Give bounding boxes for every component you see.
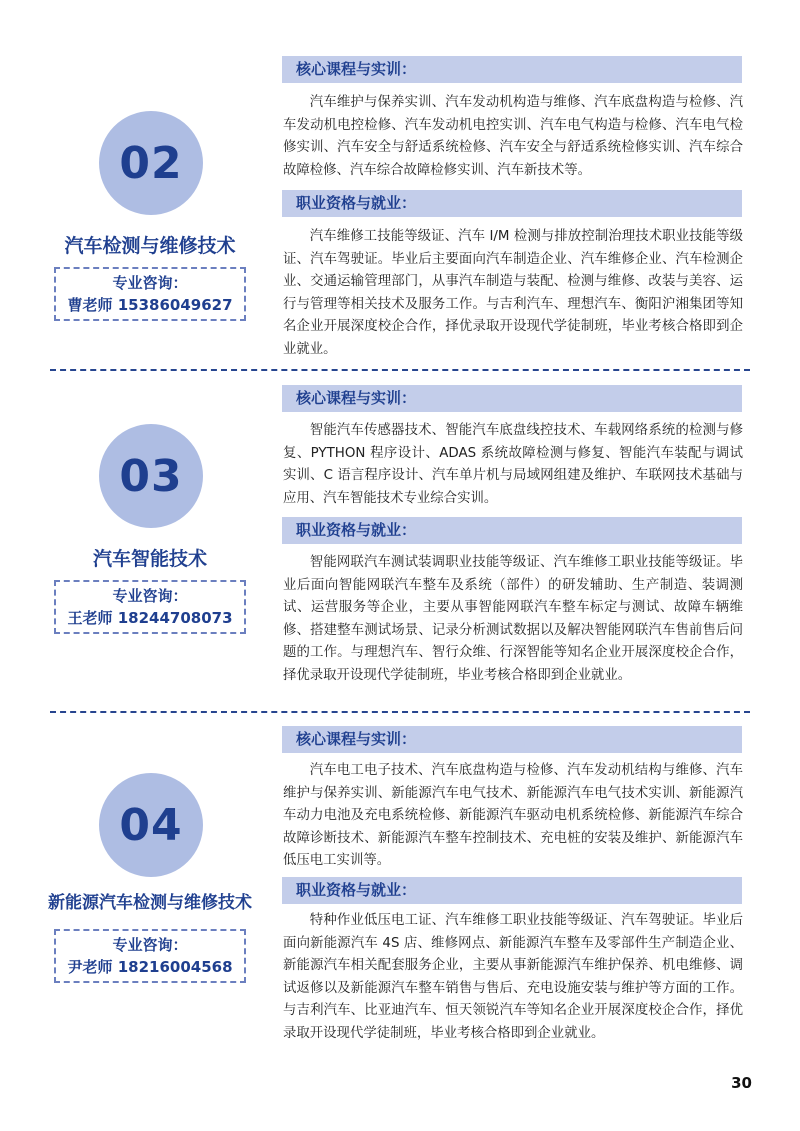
- core-courses-heading: 核心课程与实训：: [282, 726, 742, 753]
- career-heading: 职业资格与就业：: [282, 877, 742, 904]
- consult-box: [54, 929, 246, 983]
- section-divider: [50, 369, 750, 371]
- section-divider: [50, 711, 750, 713]
- page-number: 30: [731, 1074, 752, 1092]
- career-heading: 职业资格与就业：: [282, 517, 742, 544]
- core-courses-heading: 核心课程与实训：: [282, 56, 742, 83]
- career-heading: 职业资格与就业：: [282, 190, 742, 217]
- program-number-circle: 02: [99, 111, 203, 215]
- consult-box: [54, 267, 246, 321]
- consult-contact: 尹老师 18216004568: [67, 958, 233, 976]
- core-courses-heading: 核心课程与实训：: [282, 385, 742, 412]
- core-courses-text: 智能汽车传感器技术、智能汽车底盘线控技术、车载网络系统的检测与修复、PYTHON 程序设计、ADAS 系统故障检测与修复、智能汽车装配与调试实训、C 语言程序设计、汽车单片机与局域网组建及维护、车联网技术基础与应用、汽车智能技术专业综合实训。: [283, 423, 743, 506]
- consult-label: 专业咨询：: [112, 274, 188, 292]
- consult-label: 专业咨询：: [112, 587, 188, 605]
- program-name: 汽车检测与维修技术: [64, 235, 236, 257]
- program-number-circle: 03: [99, 424, 203, 528]
- program-name: 新能源汽车检测与维修技术: [48, 893, 252, 913]
- career-text: 汽车维修工技能等级证、汽车 I/M 检测与排放控制治理技术职业技能等级证、汽车驾驶证。毕业后主要面向汽车制造企业、汽车维修企业、汽车检测企业、交通运输管理部门，从事汽车制造与装配、检测与维修、改装与美容、运行与管理等相关技术及服务工作。与吉利汽车、理想汽车、衡阳沪湘集团等知名企业开展深度校企合作，择优录取开设现代学徒制班，毕业考核合格即到企业就业。: [283, 229, 743, 357]
- program-number-circle: 04: [99, 773, 203, 877]
- core-courses-text: 汽车维护与保养实训、汽车发动机构造与维修、汽车底盘构造与检修、汽车发动机电控检修、汽车发动机电控实训、汽车电气构造与检修、汽车电气检修实训、汽车安全与舒适系统检修、汽车安全与舒适系统检修实训、汽车综合故障检修、汽车综合故障检修实训、汽车新技术等。: [283, 95, 743, 178]
- career-text: 特种作业低压电工证、汽车维修工职业技能等级证、汽车驾驶证。毕业后面向新能源汽车 4S 店、维修网点、新能源汽车整车及零部件生产制造企业、新能源汽车相关配套服务企业，主要从事新能源汽车维护保养、机电维修、调试返修以及新能源汽车整车销售与售后、充电设施安装与维护等方面的工作。与吉利汽车、比亚迪汽车、恒天领锐汽车等知名企业开展深度校企合作，择优录取开设现代学徒制班，毕业考核合格即到企业就业。: [283, 913, 743, 1041]
- consult-contact: 曹老师 15386049627: [67, 296, 233, 314]
- career-text: 智能网联汽车测试装调职业技能等级证、汽车维修工职业技能等级证。毕业后面向智能网联汽车整车及系统（部件）的研发辅助、生产制造、装调测试、运营服务等企业，主要从事智能网联汽车整车标定与测试、故障车辆维修、搭建整车测试场景、记录分析测试数据以及解决智能网联汽车售前售后问题的工作。与理想汽车、智行众维、行深智能等知名企业开展深度校企合作，择优录取开设现代学徒制班，毕业考核合格即到企业就业。: [283, 555, 743, 683]
- program-name: 汽车智能技术: [92, 548, 207, 570]
- consult-label: 专业咨询：: [112, 936, 188, 954]
- consult-contact: 王老师 18244708073: [67, 609, 233, 627]
- core-courses-text: 汽车电工电子技术、汽车底盘构造与检修、汽车发动机结构与维修、汽车维护与保养实训、新能源汽车电气技术、新能源汽车电气技术实训、新能源汽车动力电池及充电系统检修、新能源汽车驱动电机系统检修、新能源汽车综合故障诊断技术、新能源汽车整车控制技术、充电桩的安装及维护、新能源汽车低压电工实训等。: [283, 763, 743, 868]
- consult-box: [54, 580, 246, 634]
